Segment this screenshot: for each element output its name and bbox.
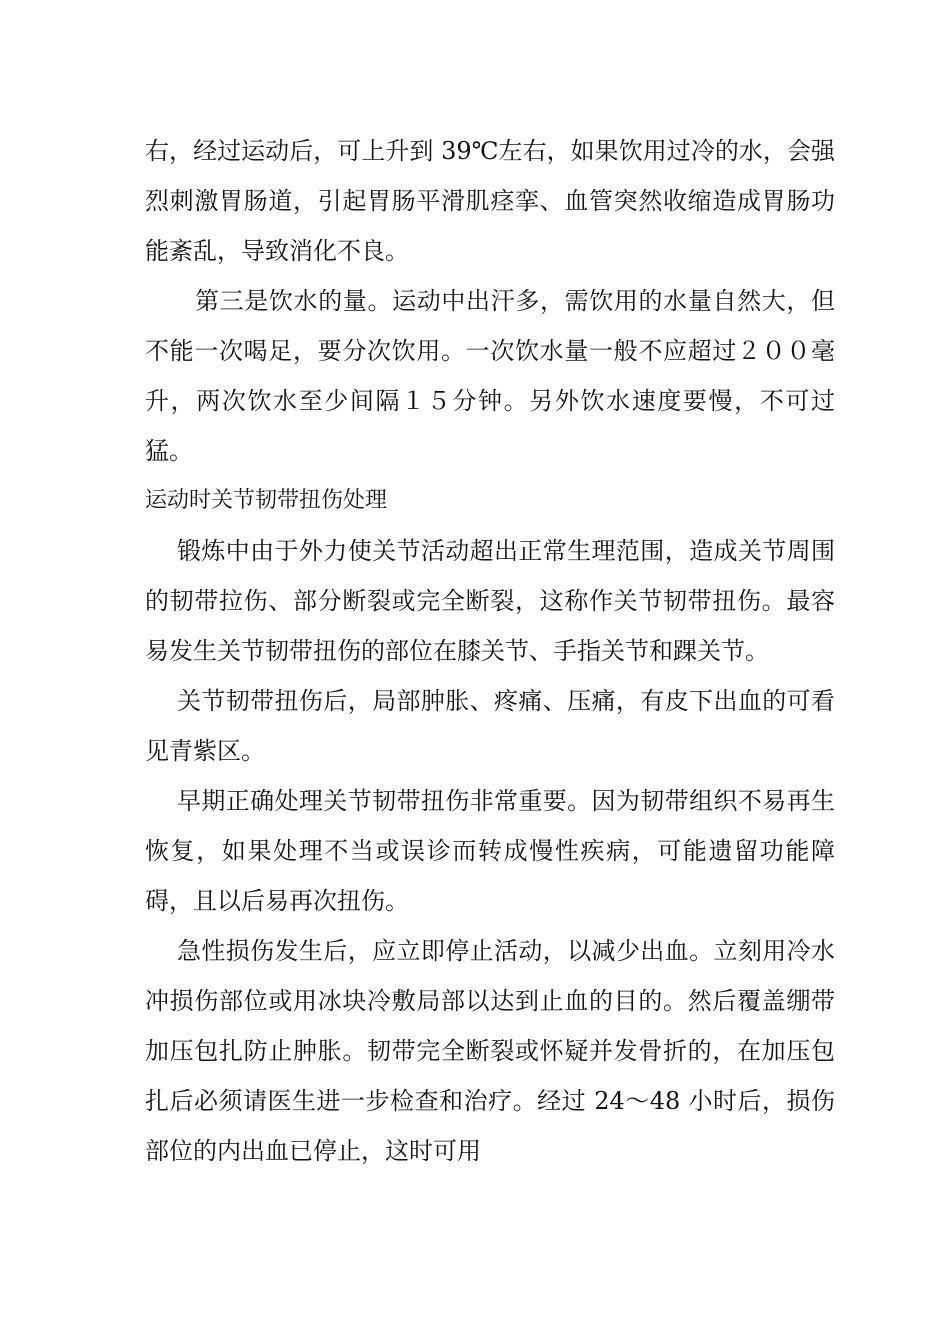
section-heading: 运动时关节韧带扭伤处理 [145, 488, 388, 513]
paragraph-early-treatment: 早期正确处理关节韧带扭伤非常重要。因为韧带组织不易再生恢复，如果处理不当或误诊而转成慢性疾病，可能遗留功能障碍，且以后易再次扭伤。 [145, 787, 835, 915]
paragraph-acute-care: 急性损伤发生后，应立即停止活动，以减少出血。立刻用冷水冲损伤部位或用冰块冷敷局部以达到止血的目的。然后覆盖绷带加压包扎防止肿胀。韧带完全断裂或怀疑并发骨折的，在加压包扎后必须请医生进一步检查和治疗。经过 24～48 小时后，损伤部位的内出血已停止，这时可用 [145, 937, 835, 1165]
paragraph-water-temperature: 右，经过运动后，可上升到 39℃左右，如果饮用过冷的水，会强烈刺激胃肠道，引起胃肠平滑肌痉挛、血管突然收缩造成胃肠功能紊乱，导致消化不良。 [145, 137, 835, 265]
document-body [145, 126, 835, 1176]
paragraph-sprain-definition: 锻炼中由于外力使关节活动超出正常生理范围，造成关节周围的韧带拉伤、部分断裂或完全断裂，这称作关节韧带扭伤。最容易发生关节韧带扭伤的部位在膝关节、手指关节和踝关节。 [145, 537, 835, 665]
paragraph-water-amount: 第三是饮水的量。运动中出汗多，需饮用的水量自然大，但不能一次喝足，要分次饮用。一次饮水量一般不应超过２００毫升，两次饮水至少间隔１５分钟。另外饮水速度要慢，不可过猛。 [145, 287, 835, 465]
paragraph-sprain-symptoms: 关节韧带扭伤后，局部肿胀、疼痛、压痛，有皮下出血的可看见青紫区。 [145, 687, 835, 765]
